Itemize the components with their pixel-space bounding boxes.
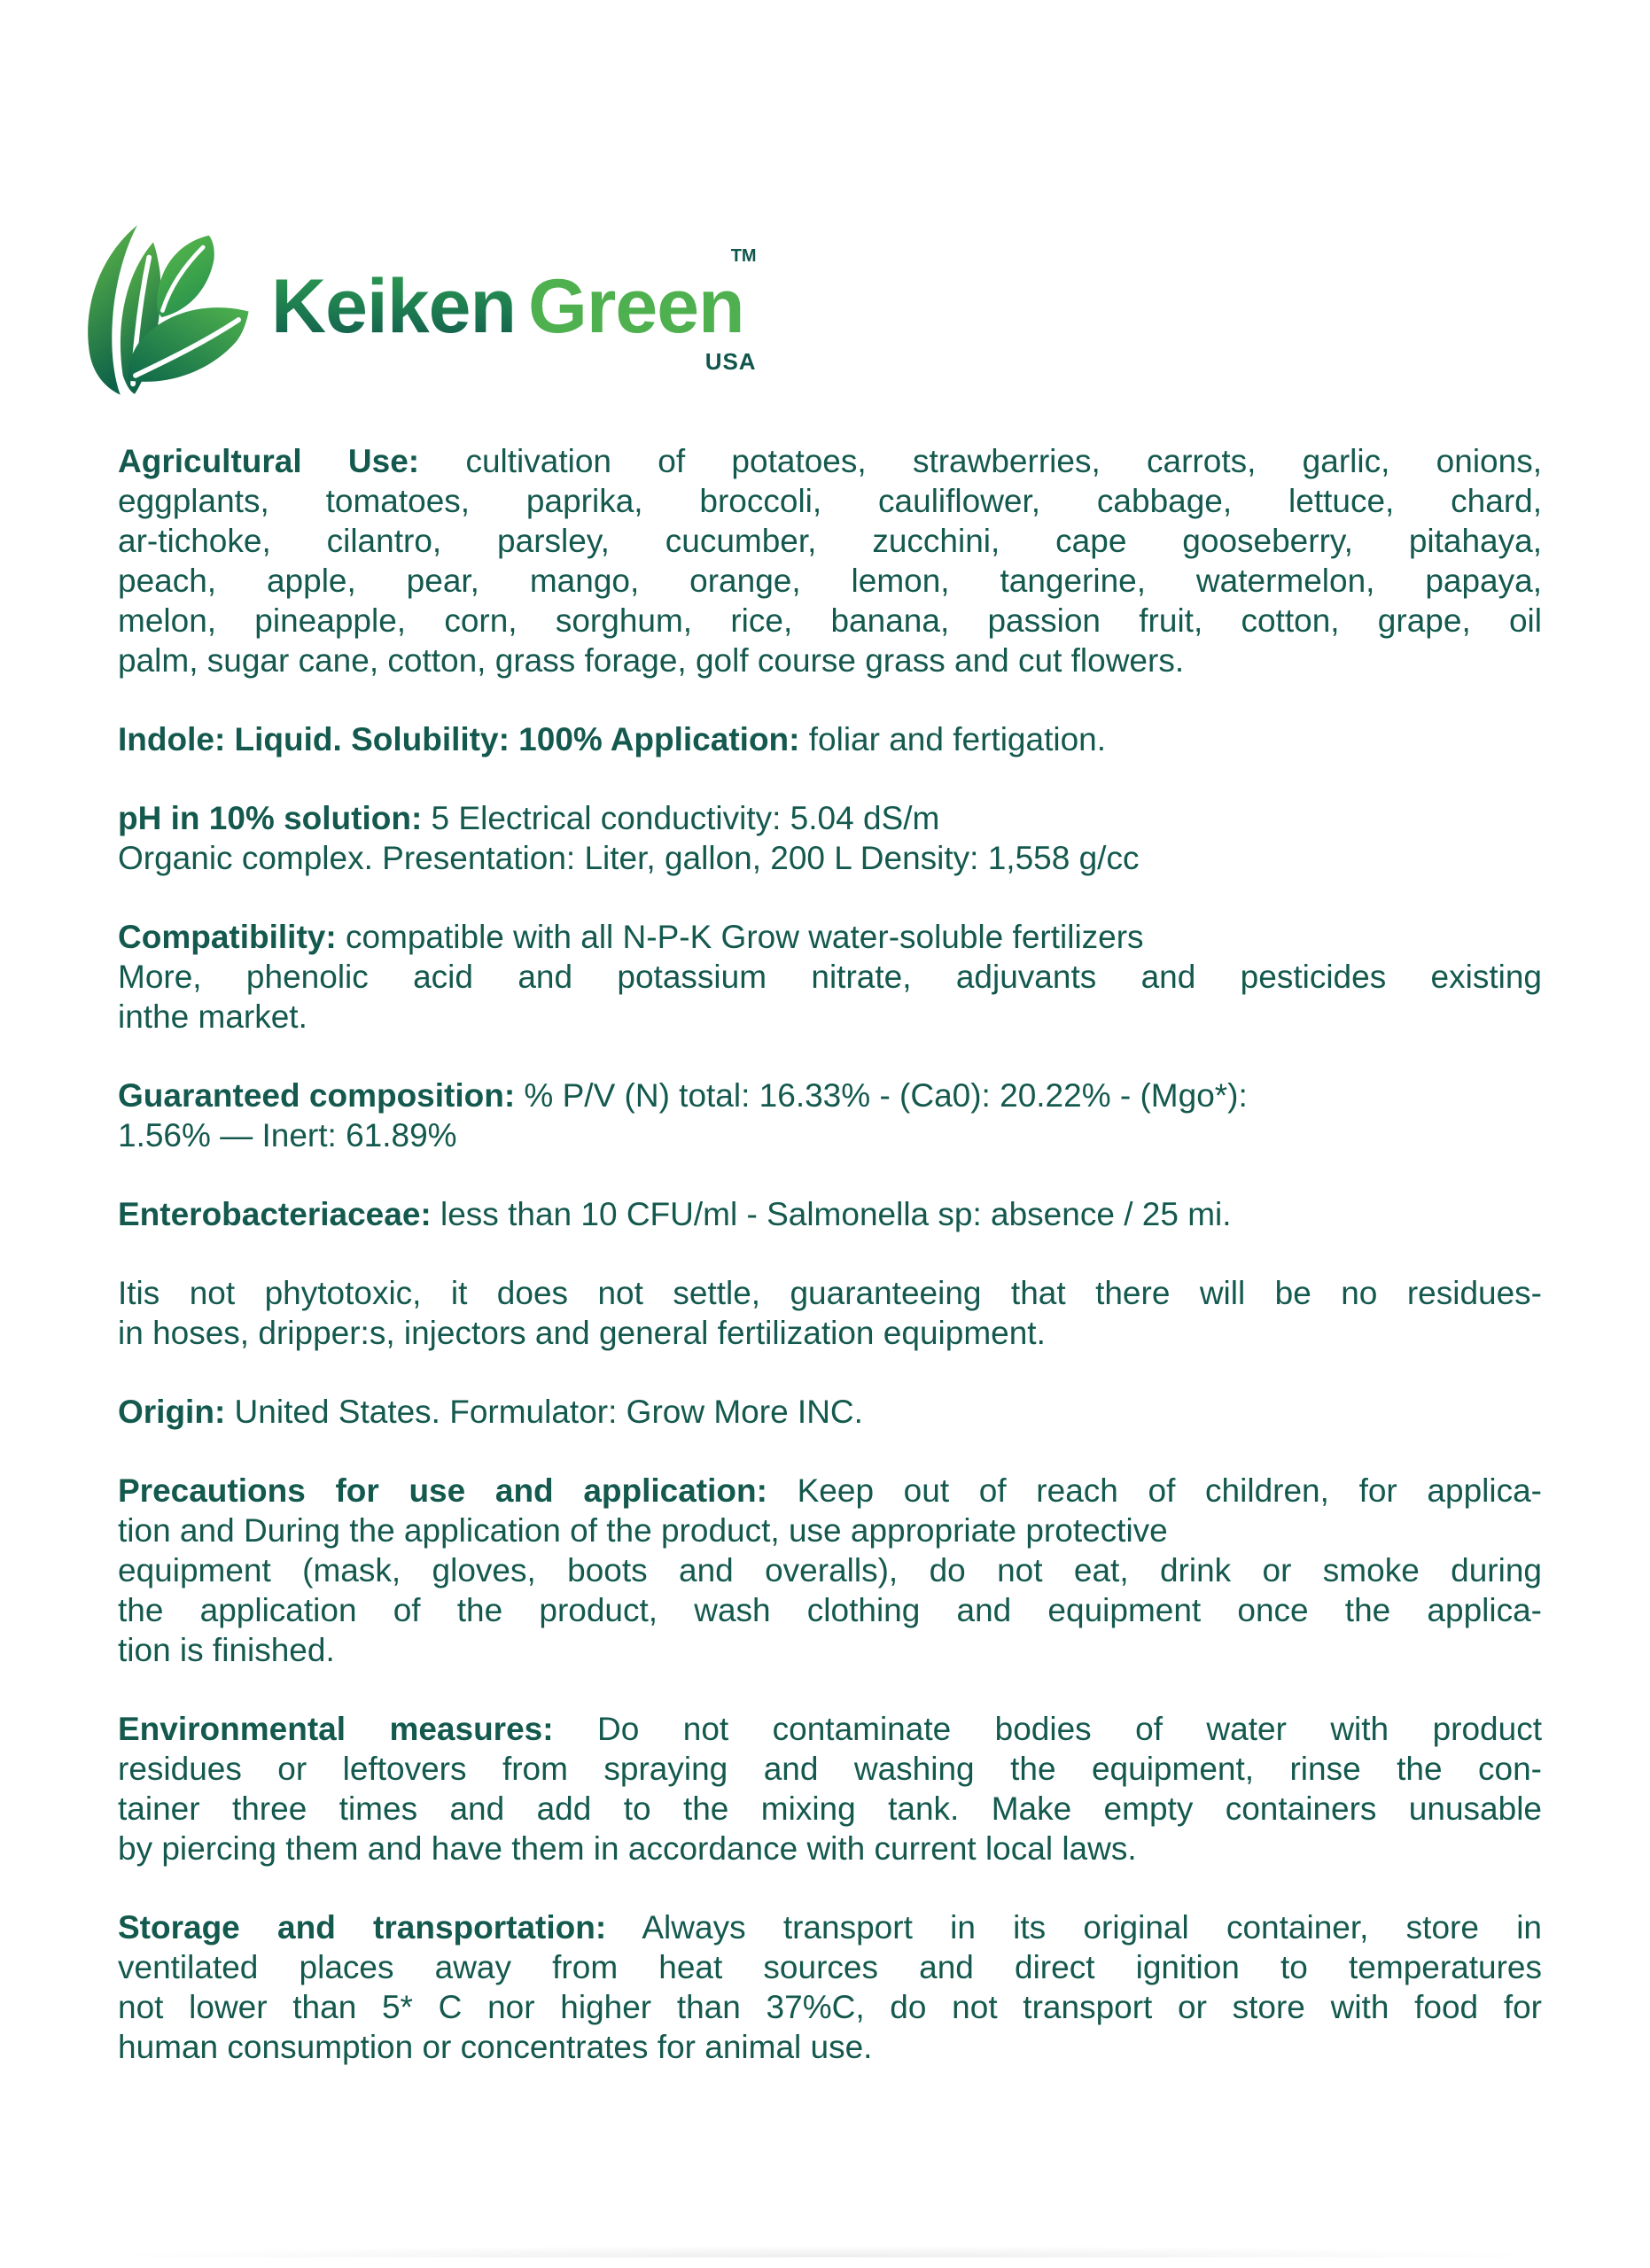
text-line: palm, sugar cane, cotton, grass forage, golf course grass and cut flowers.	[118, 642, 1185, 679]
brand-logo	[82, 220, 757, 401]
paragraph-compatibility	[118, 917, 1542, 1037]
text-line: residues or leftovers from spraying and washing the equipment, rinse the con-	[118, 1751, 1542, 1787]
text-line: equipment (mask, gloves, boots and overalls), do not eat, drink or smoke during	[118, 1552, 1542, 1588]
paragraph-storage-transportation	[118, 1907, 1542, 2067]
text-line: Itis not phytotoxic, it does not settle, guaranteeing that there will be no residues-	[118, 1275, 1542, 1311]
text-line: Storage and transportation: Always transport in its original container, store in	[118, 1909, 1542, 1946]
brand-name-green: Green	[528, 263, 744, 349]
line-lead-bold: Indole: Liquid. Solubility: 100% Application:	[118, 721, 800, 757]
text-line: melon, pineapple, corn, sorghum, rice, banana, passion fruit, cotton, grape, oil	[118, 602, 1542, 639]
label-text	[118, 441, 1542, 2067]
paragraph-ph-conductivity-presentation	[118, 798, 1542, 878]
paragraph-enterobacteriaceae	[118, 1194, 1542, 1234]
text-line: ar-tichoke, cilantro, parsley, cucumber, zucchini, cape gooseberry, pitahaya,	[118, 523, 1542, 559]
text-line: Indole: Liquid. Solubility: 100% Application: foliar and fertigation.	[118, 721, 1107, 757]
text-line: peach, apple, pear, mango, orange, lemon, tangerine, watermelon, papaya,	[118, 563, 1542, 599]
text-line: Organic complex. Presentation: Liter, gallon, 200 L Density: 1,558 g/cc	[118, 840, 1140, 876]
page-bottom-shadow	[0, 2241, 1650, 2257]
line-lead-bold: Compatibility:	[118, 919, 337, 955]
trademark-symbol: TM	[730, 245, 757, 266]
text-line: Agricultural Use: cultivation of potatoes, strawberries, carrots, garlic, onions,	[118, 443, 1542, 479]
text-line: Environmental measures: Do not contaminate bodies of water with product	[118, 1711, 1542, 1747]
text-line: in hoses, dripper:s, injectors and general fertilization equipment.	[118, 1315, 1046, 1351]
paragraph-environmental-measures	[118, 1709, 1542, 1868]
paragraph-origin	[118, 1392, 1542, 1432]
brand-region: USA	[704, 347, 757, 375]
text-line: ventilated places away from heat sources and direct ignition to temperatures	[118, 1949, 1542, 1985]
text-line: Guaranteed composition: % P/V (N) total: 16.33% - (Ca0): 20.22% - (Mgo*):	[118, 1077, 1248, 1114]
text-line: eggplants, tomatoes, paprika, broccoli, cauliflower, cabbage, lettuce, chard,	[118, 483, 1542, 519]
text-line: Precautions for use and application: Keep out of reach of children, for applica-	[118, 1472, 1542, 1509]
paragraph-precautions	[118, 1471, 1542, 1670]
text-line: Compatibility: compatible with all N-P-K Grow water-soluble fertilizers	[118, 919, 1144, 955]
line-lead-bold: Guaranteed composition:	[118, 1077, 516, 1114]
text-line: by piercing them and have them in accordance with current local laws.	[118, 1830, 1137, 1867]
brand-name-keiken: Keiken	[271, 264, 528, 349]
text-line: Origin: United States. Formulator: Grow More INC.	[118, 1394, 863, 1430]
text-line: 1.56% — Inert: 61.89%	[118, 1117, 457, 1153]
line-lead-bold: Precautions for use and application:	[118, 1472, 767, 1509]
line-lead-bold: Agricultural Use:	[118, 443, 420, 479]
text-line: tainer three times and add to the mixing tank. Make empty containers unusable	[118, 1790, 1542, 1827]
line-lead-bold: pH in 10% solution:	[118, 800, 423, 836]
text-line: More, phenolic acid and potassium nitrate, adjuvants and pesticides existing	[118, 959, 1542, 995]
line-lead-bold: Enterobacteriaceae:	[118, 1196, 432, 1232]
text-line: tion is finished.	[118, 1632, 335, 1668]
text-line: pH in 10% solution: 5 Electrical conductivity: 5.04 dS/m	[118, 800, 940, 836]
line-lead-bold: Environmental measures:	[118, 1711, 554, 1747]
text-line: tion and During the application of the product, use appropriate protective	[118, 1512, 1168, 1549]
line-lead-bold: Origin:	[118, 1394, 226, 1430]
text-line: human consumption or concentrates for animal use.	[118, 2029, 873, 2065]
paragraph-guaranteed-composition	[118, 1076, 1542, 1155]
text-line: not lower than 5* C nor higher than 37%C, do not transport or store with food for	[118, 1989, 1542, 2025]
text-line: Enterobacteriaceae: less than 10 CFU/ml - Salmonella sp: absence / 25 mi.	[118, 1196, 1232, 1232]
paragraph-phytotoxic-note	[118, 1273, 1542, 1353]
text-line: the application of the product, wash clothing and equipment once the applica-	[118, 1592, 1542, 1628]
leaves-logo-icon	[82, 220, 259, 401]
text-line: inthe market.	[118, 998, 307, 1035]
paragraph-indole-solubility-application	[118, 719, 1542, 759]
line-lead-bold: Storage and transportation:	[118, 1909, 607, 1946]
brand-wordmark	[271, 245, 757, 375]
paragraph-agricultural-use	[118, 441, 1542, 680]
